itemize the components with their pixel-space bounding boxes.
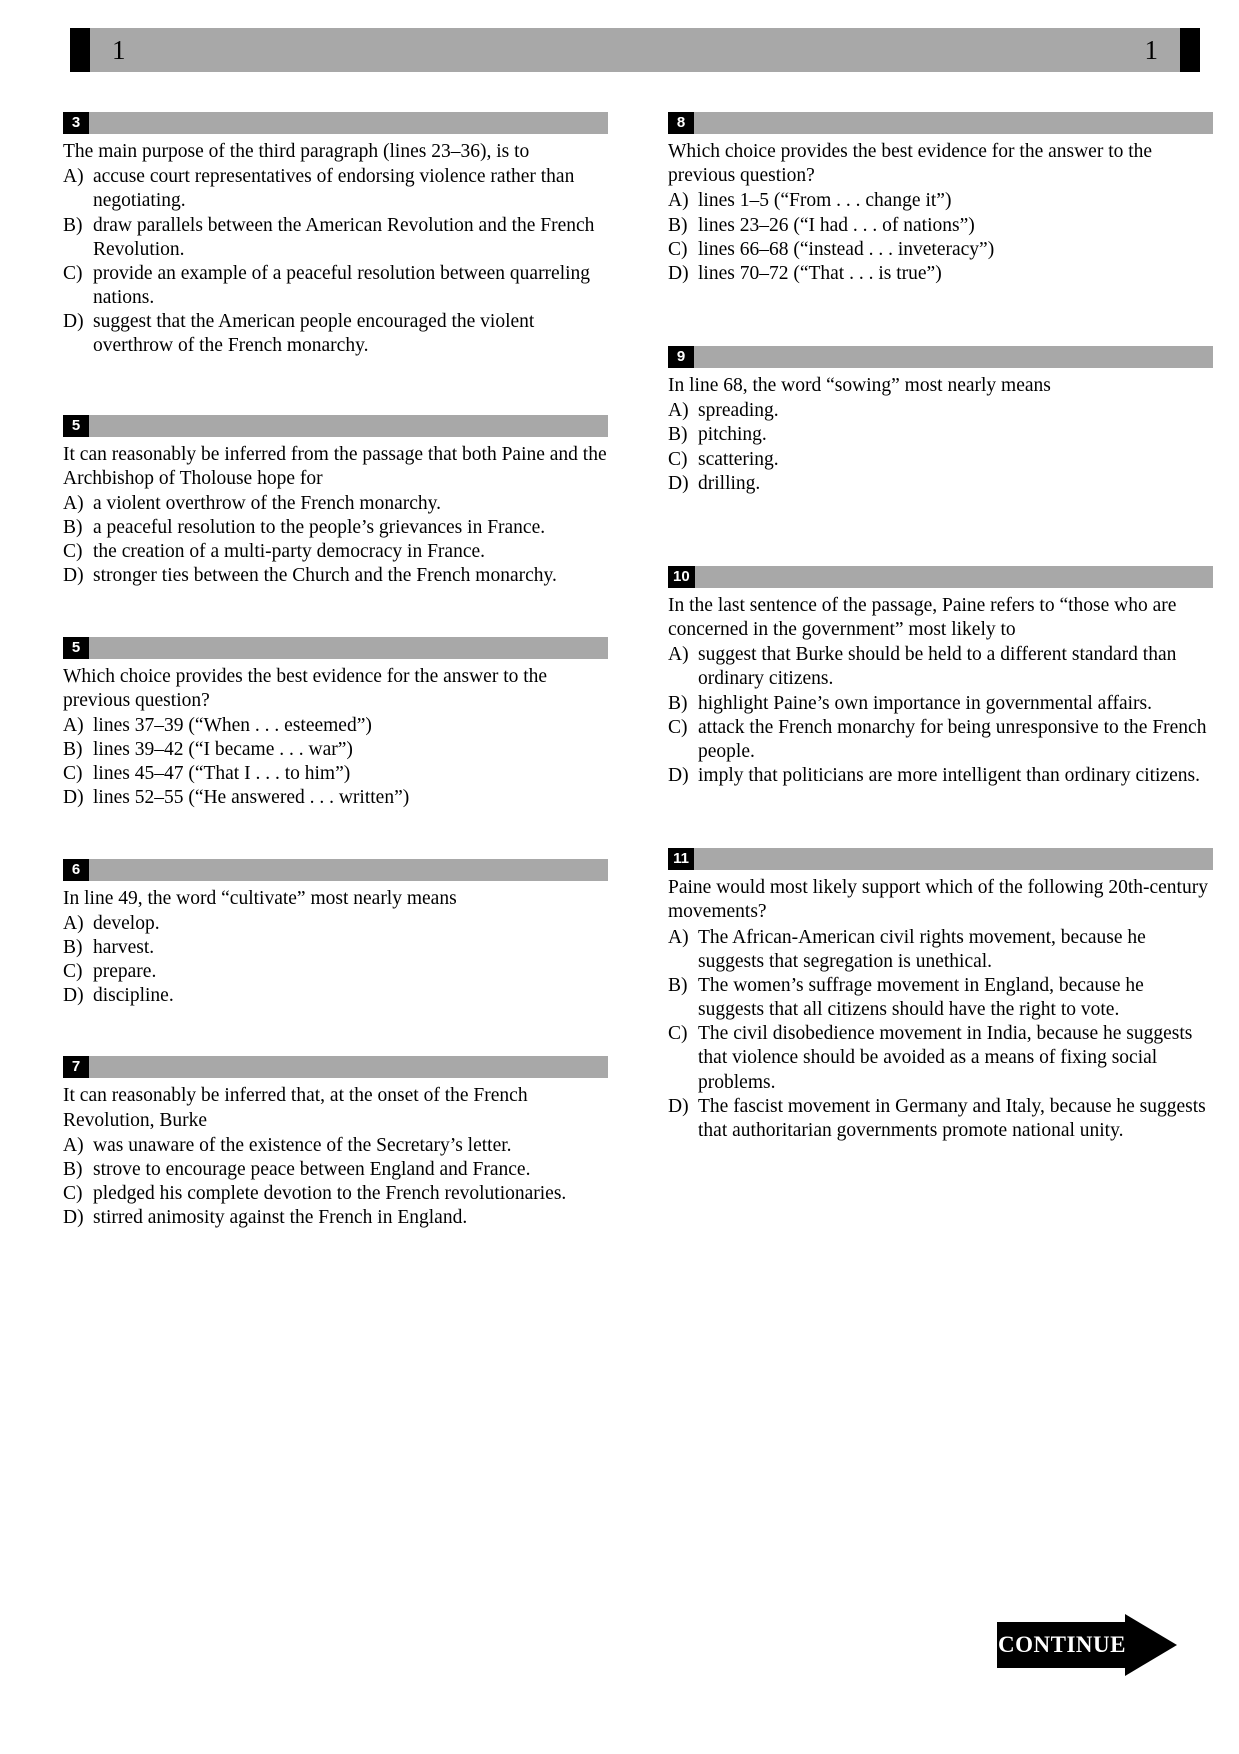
choice-text: develop. [93,912,160,934]
question-stem: In line 68, the word “sowing” most nearly means [668,375,1051,397]
answer-choice[interactable] [63,960,608,984]
question-number-bar [668,112,1213,134]
question-number: 9 [668,346,694,368]
answer-choice[interactable] [668,1022,1213,1095]
choice-text: The women’s suffrage movement in England, because he suggests that all citizens should have the right to vote. [698,974,1144,1021]
choice-text: a peaceful resolution to the people’s grievances in France. [93,517,546,539]
choice-letter: D) [668,765,689,787]
question-number-bar [63,112,608,134]
answer-choice[interactable] [668,189,1213,213]
answer-choice[interactable] [63,540,608,564]
choice-text: drilling. [698,472,761,494]
question-number: 3 [63,112,89,134]
page-header [70,28,1200,72]
choice-letter: A) [63,492,84,514]
choice-letter: A) [63,912,84,934]
answer-choice[interactable] [668,926,1213,974]
choice-text: imply that politicians are more intelligent than ordinary citizens. [698,765,1200,787]
header-right-block [1180,28,1200,72]
choice-text: lines 23–26 (“I had . . . of nations”) [698,214,975,236]
answer-choices [668,643,1213,788]
choice-text: lines 52–55 (“He answered . . . written”) [93,787,410,809]
choice-text: stronger ties between the Church and the French monarchy. [93,565,557,587]
question-number-bar [63,1056,608,1078]
choice-text: The fascist movement in Germany and Italy, because he suggests that authoritarian governments promote national unity. [698,1095,1206,1141]
choice-text: discipline. [93,985,174,1007]
answer-choice[interactable] [668,974,1213,1022]
answer-choice[interactable] [63,564,608,588]
choice-letter: C) [668,238,688,260]
choice-text: suggest that Burke should be held to a different standard than ordinary citizens. [698,644,1177,690]
answer-choice[interactable] [63,984,608,1008]
choice-text: harvest. [93,936,155,958]
answer-choices [668,399,1213,496]
question-stem: Which choice provides the best evidence for the answer to the previous question? [668,141,1153,187]
choice-letter: B) [63,214,83,236]
answer-choice[interactable] [63,516,608,540]
choice-letter: C) [668,448,688,470]
choice-letter: B) [63,1158,83,1180]
answer-choice[interactable] [63,786,608,810]
answer-choices [63,165,608,358]
answer-choice[interactable] [63,310,608,358]
question-stem: Paine would most likely support which of the following 20th-century movements? [668,877,1208,923]
answer-choice[interactable] [668,1095,1213,1143]
question-column-left [63,112,608,1257]
choice-letter: C) [63,961,83,983]
answer-choice[interactable] [668,448,1213,472]
answer-choice[interactable] [668,764,1213,788]
choice-letter: D) [63,311,84,333]
continue-arrow-body [997,1622,1127,1668]
choice-text: lines 45–47 (“That I . . . to him”) [93,763,351,785]
answer-choice[interactable] [63,262,608,310]
choice-letter: B) [668,214,688,236]
answer-choice[interactable] [63,714,608,738]
choice-letter: B) [63,936,83,958]
question-block [668,112,1213,286]
question-number: 5 [63,637,89,659]
choice-letter: B) [668,974,688,996]
choice-letter: D) [668,1095,689,1117]
question-stem: Which choice provides the best evidence for the answer to the previous question? [63,665,548,711]
choice-text: stirred animosity against the French in England. [93,1207,468,1229]
choice-letter: A) [668,644,689,666]
question-block [63,1056,608,1230]
choice-letter: D) [63,787,84,809]
choice-letter: A) [668,400,689,422]
answer-choice[interactable] [63,1158,608,1182]
question-stem: It can reasonably be inferred that, at the onset of the French Revolution, Burke [63,1085,528,1131]
choice-letter: C) [63,1183,83,1205]
choice-text: accuse court representatives of endorsing violence rather than negotiating. [93,166,575,212]
choice-text: attack the French monarchy for being unresponsive to the French people. [698,716,1207,762]
answer-choice[interactable] [668,692,1213,716]
question-block [63,415,608,589]
choice-text: The African-American civil rights movement, because he suggests that segregation is unethical. [698,926,1146,972]
choice-letter: B) [63,517,83,539]
choice-letter: A) [63,1134,84,1156]
answer-choice[interactable] [63,762,608,786]
answer-choices [63,492,608,589]
question-number: 7 [63,1056,89,1078]
choice-letter: C) [63,541,83,563]
answer-choice[interactable] [63,738,608,762]
question-stem: It can reasonably be inferred from the passage that both Paine and the Archbishop of Tholouse hope for [63,443,607,489]
answer-choice[interactable] [668,716,1213,764]
choice-letter: A) [668,190,689,212]
choice-text: the creation of a multi-party democracy in France. [93,541,485,563]
choice-text: pitching. [698,424,767,446]
choice-letter: D) [668,262,689,284]
choice-text: spreading. [698,400,779,422]
answer-choice[interactable] [63,1206,608,1230]
choice-text: a violent overthrow of the French monarchy. [93,492,442,514]
continue-label: CONTINUE [998,1632,1126,1657]
choice-letter: C) [668,1023,688,1045]
answer-choice[interactable] [63,936,608,960]
choice-text: pledged his complete devotion to the French revolutionaries. [93,1183,567,1205]
choice-letter: A) [63,714,84,736]
question-block [63,112,608,359]
answer-choice[interactable] [63,1182,608,1206]
choice-letter: D) [668,472,689,494]
answer-choice[interactable] [668,214,1213,238]
question-number-bar [668,848,1213,870]
question-number: 8 [668,112,694,134]
choice-text: lines 66–68 (“instead . . . inveteracy”) [698,238,995,260]
choice-text: lines 1–5 (“From . . . change it”) [698,190,952,212]
arrow-right-icon [1125,1614,1177,1676]
answer-choice[interactable] [668,643,1213,691]
choice-text: lines 39–42 (“I became . . . war”) [93,739,353,761]
question-number: 6 [63,859,89,881]
choice-text: lines 70–72 (“That . . . is true”) [698,262,942,284]
answer-choice[interactable] [668,262,1213,286]
answer-choice[interactable] [668,238,1213,262]
choice-text: The civil disobedience movement in India, because he suggests that violence should be avoided as a means of fixing social problems. [698,1023,1193,1093]
question-number-bar [63,859,608,881]
choice-letter: A) [63,166,84,188]
answer-choices [668,189,1213,286]
choice-letter: A) [668,926,689,948]
question-number-bar [63,637,608,659]
choice-letter: D) [63,985,84,1007]
choice-letter: D) [63,1207,84,1229]
question-number-bar [668,346,1213,368]
question-block [63,859,608,1009]
choice-letter: C) [668,716,688,738]
question-number-bar [668,566,1213,588]
question-block [668,346,1213,496]
choice-text: scattering. [698,448,779,470]
question-stem: In the last sentence of the passage, Paine refers to “those who are concerned in the government” most likely to [668,594,1177,641]
choice-text: lines 37–39 (“When . . . esteemed”) [93,714,372,736]
choice-letter: B) [668,692,688,714]
answer-choice[interactable] [63,165,608,213]
choice-text: was unaware of the existence of the Secretary’s letter. [93,1134,512,1156]
header-section-number-left: 1 [112,34,126,65]
choice-text: strove to encourage peace between England and France. [93,1158,531,1180]
question-block [668,566,1213,788]
choice-text: highlight Paine’s own importance in governmental affairs. [698,692,1152,714]
question-number-bar [63,415,608,437]
answer-choice[interactable] [63,214,608,262]
choice-letter: B) [63,739,83,761]
answer-choice[interactable] [63,492,608,516]
choice-letter: C) [63,763,83,785]
answer-choice[interactable] [668,423,1213,447]
choice-letter: D) [63,565,84,587]
choice-text: prepare. [93,961,157,983]
answer-choice[interactable] [668,399,1213,423]
choice-text: draw parallels between the American Revolution and the French Revolution. [93,214,595,260]
question-stem: The main purpose of the third paragraph (lines 23–36), is to [63,141,530,162]
answer-choices [63,714,608,811]
header-left-block [70,28,90,72]
question-block [668,848,1213,1143]
question-block [63,637,608,811]
header-section-number-right: 1 [1144,34,1158,65]
answer-choice[interactable] [668,472,1213,496]
question-number: 5 [63,415,89,437]
choice-text: provide an example of a peaceful resolution between quarreling nations. [93,262,591,309]
question-column-right [668,112,1213,1169]
question-stem: In line 49, the word “cultivate” most nearly means [63,887,457,909]
choice-text: suggest that the American people encouraged the violent overthrow of the French monarchy. [93,311,535,357]
question-number: 11 [668,848,694,870]
answer-choice[interactable] [63,1134,608,1158]
question-number: 10 [668,566,695,588]
choice-letter: B) [668,424,688,446]
answer-choices [63,1134,608,1231]
answer-choices [63,912,608,1009]
answer-choice[interactable] [63,912,608,936]
choice-letter: C) [63,262,83,284]
answer-choices [668,926,1213,1144]
continue-arrow [997,1614,1177,1676]
